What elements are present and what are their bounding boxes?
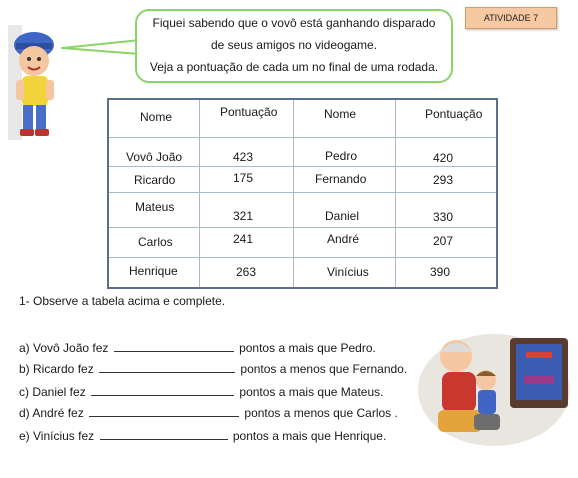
grandpa-videogame-illustration: [416, 318, 578, 448]
table-cell: 207: [433, 234, 454, 248]
bubble-tail: [60, 38, 142, 58]
answer-blank-e[interactable]: [100, 429, 228, 440]
table-divider: [199, 100, 200, 287]
table-cell: Pedro: [325, 149, 358, 163]
bubble-line-3: Veja a pontuação de cada um no final de uma rodada.: [149, 60, 439, 74]
question-c-prefix: c) Daniel fez: [19, 385, 86, 399]
boy-illustration: [8, 25, 62, 140]
table-cell: 390: [430, 265, 451, 279]
answer-blank-d[interactable]: [89, 406, 239, 417]
table-divider: [109, 227, 496, 228]
question-d: [19, 406, 398, 420]
table-cell: Vovô João: [126, 150, 183, 164]
score-table: [107, 98, 498, 289]
table-divider: [109, 166, 496, 167]
answer-blank-b[interactable]: [99, 362, 235, 373]
table-cell: Mateus: [135, 200, 175, 214]
table-cell: Vinícius: [327, 265, 369, 279]
question-a-suffix: pontos a mais que Pedro.: [239, 341, 376, 355]
table-header-score-2: Pontuação: [425, 107, 483, 121]
table-cell: 175: [233, 171, 254, 185]
question-d-prefix: d) André fez: [19, 406, 84, 420]
bubble-line-1: Fiquei sabendo que o vovô está ganhando disparado: [152, 16, 436, 30]
table-divider: [293, 100, 294, 287]
instruction-text: 1- Observe a tabela acima e complete.: [19, 294, 226, 308]
table-cell: 241: [233, 232, 254, 246]
table-cell: 423: [233, 150, 254, 164]
question-b-suffix: pontos a menos que Fernando.: [240, 362, 408, 376]
table-divider: [109, 137, 496, 138]
answer-blank-c[interactable]: [91, 385, 234, 396]
question-e-prefix: e) Vinícius fez: [19, 429, 95, 443]
table-cell: 263: [236, 265, 257, 279]
question-c-suffix: pontos a mais que Mateus.: [239, 385, 384, 399]
question-b-prefix: b) Ricardo fez: [19, 362, 94, 376]
table-divider: [395, 100, 396, 287]
table-cell: Henrique: [129, 264, 178, 278]
activity-badge: ATIVIDADE 7: [465, 7, 557, 29]
question-a: [19, 341, 376, 355]
question-e-suffix: pontos a mais que Henrique.: [232, 429, 387, 443]
table-header-name-1: Nome: [140, 110, 173, 124]
table-divider: [109, 257, 496, 258]
table-cell: Fernando: [315, 172, 367, 186]
table-cell: Ricardo: [134, 173, 176, 187]
table-cell: 330: [433, 210, 454, 224]
table-cell: Carlos: [138, 235, 173, 249]
table-cell: 293: [433, 173, 454, 187]
question-e: [19, 429, 386, 443]
question-a-prefix: a) Vovô João fez: [19, 341, 109, 355]
table-divider: [109, 192, 496, 193]
table-cell: André: [327, 232, 360, 246]
table-header-name-2: Nome: [324, 107, 357, 121]
table-cell: 420: [433, 151, 454, 165]
speech-bubble: [135, 9, 453, 83]
question-d-suffix: pontos a menos que Carlos .: [244, 406, 398, 420]
table-header-score-1: Pontuação: [220, 105, 278, 119]
table-cell: Daniel: [325, 209, 360, 223]
answer-blank-a[interactable]: [114, 341, 234, 352]
question-b: [19, 362, 407, 376]
table-cell: 321: [233, 209, 254, 223]
question-c: [19, 385, 383, 399]
bubble-line-2: de seus amigos no videogame.: [210, 38, 378, 52]
